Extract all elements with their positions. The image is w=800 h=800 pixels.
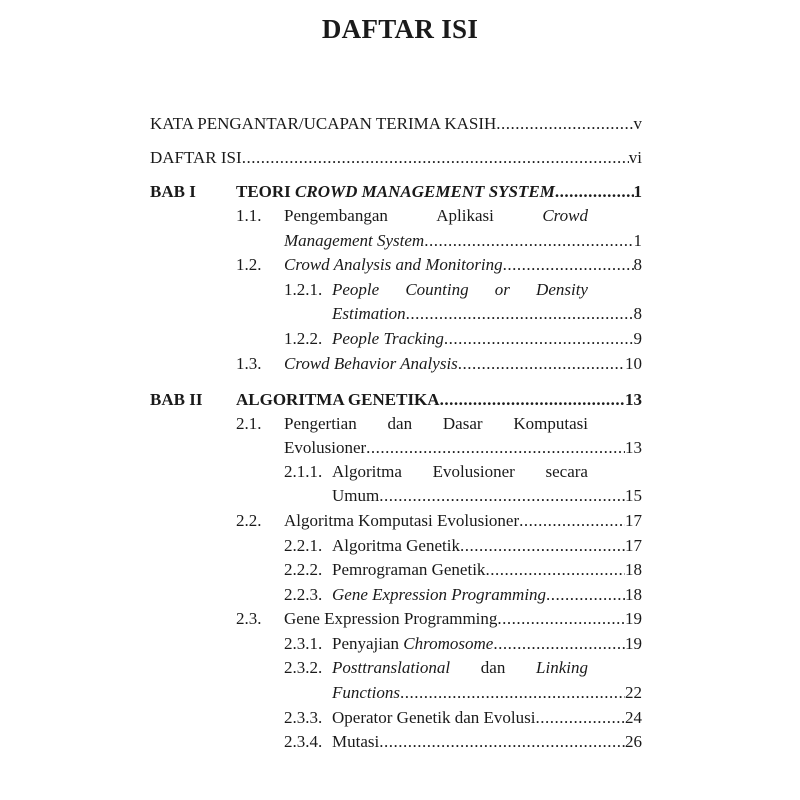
toc-page-number: 13 xyxy=(625,390,642,409)
toc-subsection-2-2-3[interactable] xyxy=(150,583,642,607)
subsection-word: Evolusioner xyxy=(432,462,515,481)
subsection-word: Counting xyxy=(405,280,469,299)
toc-section-1-3[interactable] xyxy=(150,352,642,376)
subsection-text: Mutasi xyxy=(332,732,380,751)
toc-leader-dots xyxy=(460,534,625,558)
subsection-text: People Tracking xyxy=(332,329,444,348)
subsection-text: Pemrograman Genetik xyxy=(332,560,486,579)
toc-leader-dots xyxy=(242,146,629,170)
toc-page-number: 22 xyxy=(625,683,642,702)
toc-entry-text: KATA PENGANTAR/UCAPAN TERIMA KASIH xyxy=(150,114,497,133)
subsection-text: Operator Genetik dan Evolusi xyxy=(332,708,536,727)
toc-page-number: 1 xyxy=(633,231,642,250)
toc-page-number: 15 xyxy=(625,486,642,505)
toc-subsection-2-3-2-line1[interactable] xyxy=(150,656,642,680)
toc-subsection-1-2-1-line2[interactable] xyxy=(150,302,642,326)
toc-entry-text: DAFTAR ISI xyxy=(150,148,242,167)
section-word: Komputasi xyxy=(513,414,588,433)
toc-entry-daftar-isi[interactable] xyxy=(150,146,642,170)
toc-page-number: 1 xyxy=(633,182,642,201)
subsection-word: or xyxy=(494,280,510,299)
subsection-number: 2.2.1. xyxy=(284,536,323,555)
toc-page-number: 18 xyxy=(625,560,642,579)
subsection-word: Linking xyxy=(536,658,588,677)
section-number: 1.2. xyxy=(236,255,262,274)
toc-page-number: 19 xyxy=(625,634,642,653)
section-text: Management System xyxy=(284,231,425,250)
toc-subsection-2-2-1[interactable] xyxy=(150,534,642,558)
subsection-number: 2.3.3. xyxy=(284,708,323,727)
subsection-text: Estimation xyxy=(332,304,406,323)
section-word: Pengembangan xyxy=(284,206,388,225)
subsection-text: Functions xyxy=(332,683,400,702)
toc-leader-dots xyxy=(444,327,634,351)
subsection-text: Algoritma Genetik xyxy=(332,536,460,555)
toc-subsection-2-3-4[interactable] xyxy=(150,730,642,754)
toc-subsection-2-1-1-line2[interactable] xyxy=(150,484,642,508)
toc-subsection-2-1-1-line1[interactable] xyxy=(150,460,642,484)
toc-subsection-1-2-1-line1[interactable] xyxy=(150,278,642,302)
toc-page-number: 17 xyxy=(625,511,642,530)
subsection-number: 2.3.4. xyxy=(284,732,323,751)
toc-page-number: 18 xyxy=(625,585,642,604)
toc-leader-dots xyxy=(485,558,625,582)
section-number: 2.1. xyxy=(236,414,262,433)
toc-section-1-1-line1[interactable] xyxy=(150,204,642,228)
toc-subsection-2-3-2-line2[interactable] xyxy=(150,681,642,705)
toc-leader-dots xyxy=(493,632,625,656)
toc-leader-dots xyxy=(379,730,625,754)
section-word: Crowd xyxy=(542,206,588,225)
chapter-title: ALGORITMA GENETIKA xyxy=(236,390,440,409)
subsection-number: 2.3.2. xyxy=(284,658,323,677)
subsection-text-plain: Penyajian xyxy=(332,634,404,653)
toc-section-2-1-line2[interactable] xyxy=(150,436,642,460)
subsection-word: Density xyxy=(536,280,588,299)
subsection-text: Gene Expression Programming xyxy=(332,585,547,604)
toc-leader-dots xyxy=(503,253,634,277)
toc-leader-dots xyxy=(406,302,634,326)
subsection-word: secara xyxy=(545,462,588,481)
subsection-number: 2.2.2. xyxy=(284,560,323,579)
section-word: Aplikasi xyxy=(436,206,494,225)
section-text: Crowd Analysis and Monitoring xyxy=(284,255,503,274)
subsection-number: 1.2.2. xyxy=(284,329,323,348)
subsection-word: Algoritma xyxy=(332,462,402,481)
chapter-label: BAB II xyxy=(150,390,203,409)
toc-page-number: v xyxy=(633,114,642,133)
toc-chapter-bab-2[interactable] xyxy=(150,388,642,412)
toc-section-2-2[interactable] xyxy=(150,509,642,533)
toc-subsection-2-3-3[interactable] xyxy=(150,706,642,730)
subsection-text: Umum xyxy=(332,486,380,505)
subsection-number: 2.3.1. xyxy=(284,634,323,653)
toc-subsection-1-2-2[interactable] xyxy=(150,327,642,351)
section-text: Gene Expression Programming xyxy=(284,609,498,628)
section-word: Pengertian xyxy=(284,414,357,433)
toc-section-1-2[interactable] xyxy=(150,253,642,277)
subsection-text-italic: Chromosome xyxy=(403,634,494,653)
toc-page-number: 8 xyxy=(633,255,642,274)
toc-leader-dots xyxy=(496,112,633,136)
subsection-word: Posttranslational xyxy=(332,658,451,677)
toc-leader-dots xyxy=(535,706,625,730)
subsection-number: 2.1.1. xyxy=(284,462,323,481)
toc-section-1-1-line2[interactable] xyxy=(150,229,642,253)
chapter-label: BAB I xyxy=(150,182,196,201)
toc-leader-dots xyxy=(546,583,625,607)
section-text: Evolusioner xyxy=(284,438,367,457)
toc-page-number: vi xyxy=(628,148,642,167)
toc-page-number: 19 xyxy=(625,609,642,628)
section-text: Crowd Behavior Analysis xyxy=(284,354,458,373)
subsection-number: 1.2.1. xyxy=(284,280,323,299)
toc-page-number: 17 xyxy=(625,536,642,555)
toc-section-2-1-line1[interactable] xyxy=(150,412,642,436)
toc-page-number: 10 xyxy=(625,354,642,373)
toc-chapter-bab-1[interactable] xyxy=(150,180,642,204)
section-word: dan xyxy=(387,414,413,433)
toc-page-number: 26 xyxy=(625,732,642,751)
chapter-title xyxy=(236,180,555,204)
toc-page-number: 8 xyxy=(633,304,642,323)
toc-leader-dots xyxy=(366,436,625,460)
toc-subsection-2-3-1[interactable] xyxy=(150,632,642,656)
toc-leader-dots xyxy=(400,681,625,705)
section-number: 2.3. xyxy=(236,609,262,628)
toc-page-number: 9 xyxy=(633,329,642,348)
section-number: 2.2. xyxy=(236,511,262,530)
subsection-text xyxy=(332,632,493,656)
section-text: Algoritma Komputasi Evolusioner xyxy=(284,511,520,530)
toc-leader-dots xyxy=(458,352,625,376)
toc-section-2-3[interactable] xyxy=(150,607,642,631)
toc-page-number: 24 xyxy=(625,708,642,727)
toc-leader-dots xyxy=(497,607,625,631)
subsection-word: dan xyxy=(480,658,506,677)
subsection-number: 2.2.3. xyxy=(284,585,323,604)
toc-page-number: 13 xyxy=(625,438,642,457)
section-number: 1.1. xyxy=(236,206,262,225)
toc-leader-dots xyxy=(424,229,633,253)
chapter-title-plain: TEORI xyxy=(236,182,296,201)
section-word: Dasar xyxy=(442,414,483,433)
toc-leader-dots xyxy=(555,180,634,204)
toc-leader-dots xyxy=(519,509,625,533)
toc-leader-dots xyxy=(379,484,625,508)
toc-subsection-2-2-2[interactable] xyxy=(150,558,642,582)
toc-leader-dots xyxy=(440,388,625,412)
page-title: DAFTAR ISI xyxy=(321,14,479,44)
section-number: 1.3. xyxy=(236,354,262,373)
toc-entry-kata-pengantar[interactable] xyxy=(150,112,642,136)
chapter-title-italic: CROWD MANAGEMENT SYSTEM xyxy=(295,182,555,201)
subsection-word: People xyxy=(332,280,380,299)
